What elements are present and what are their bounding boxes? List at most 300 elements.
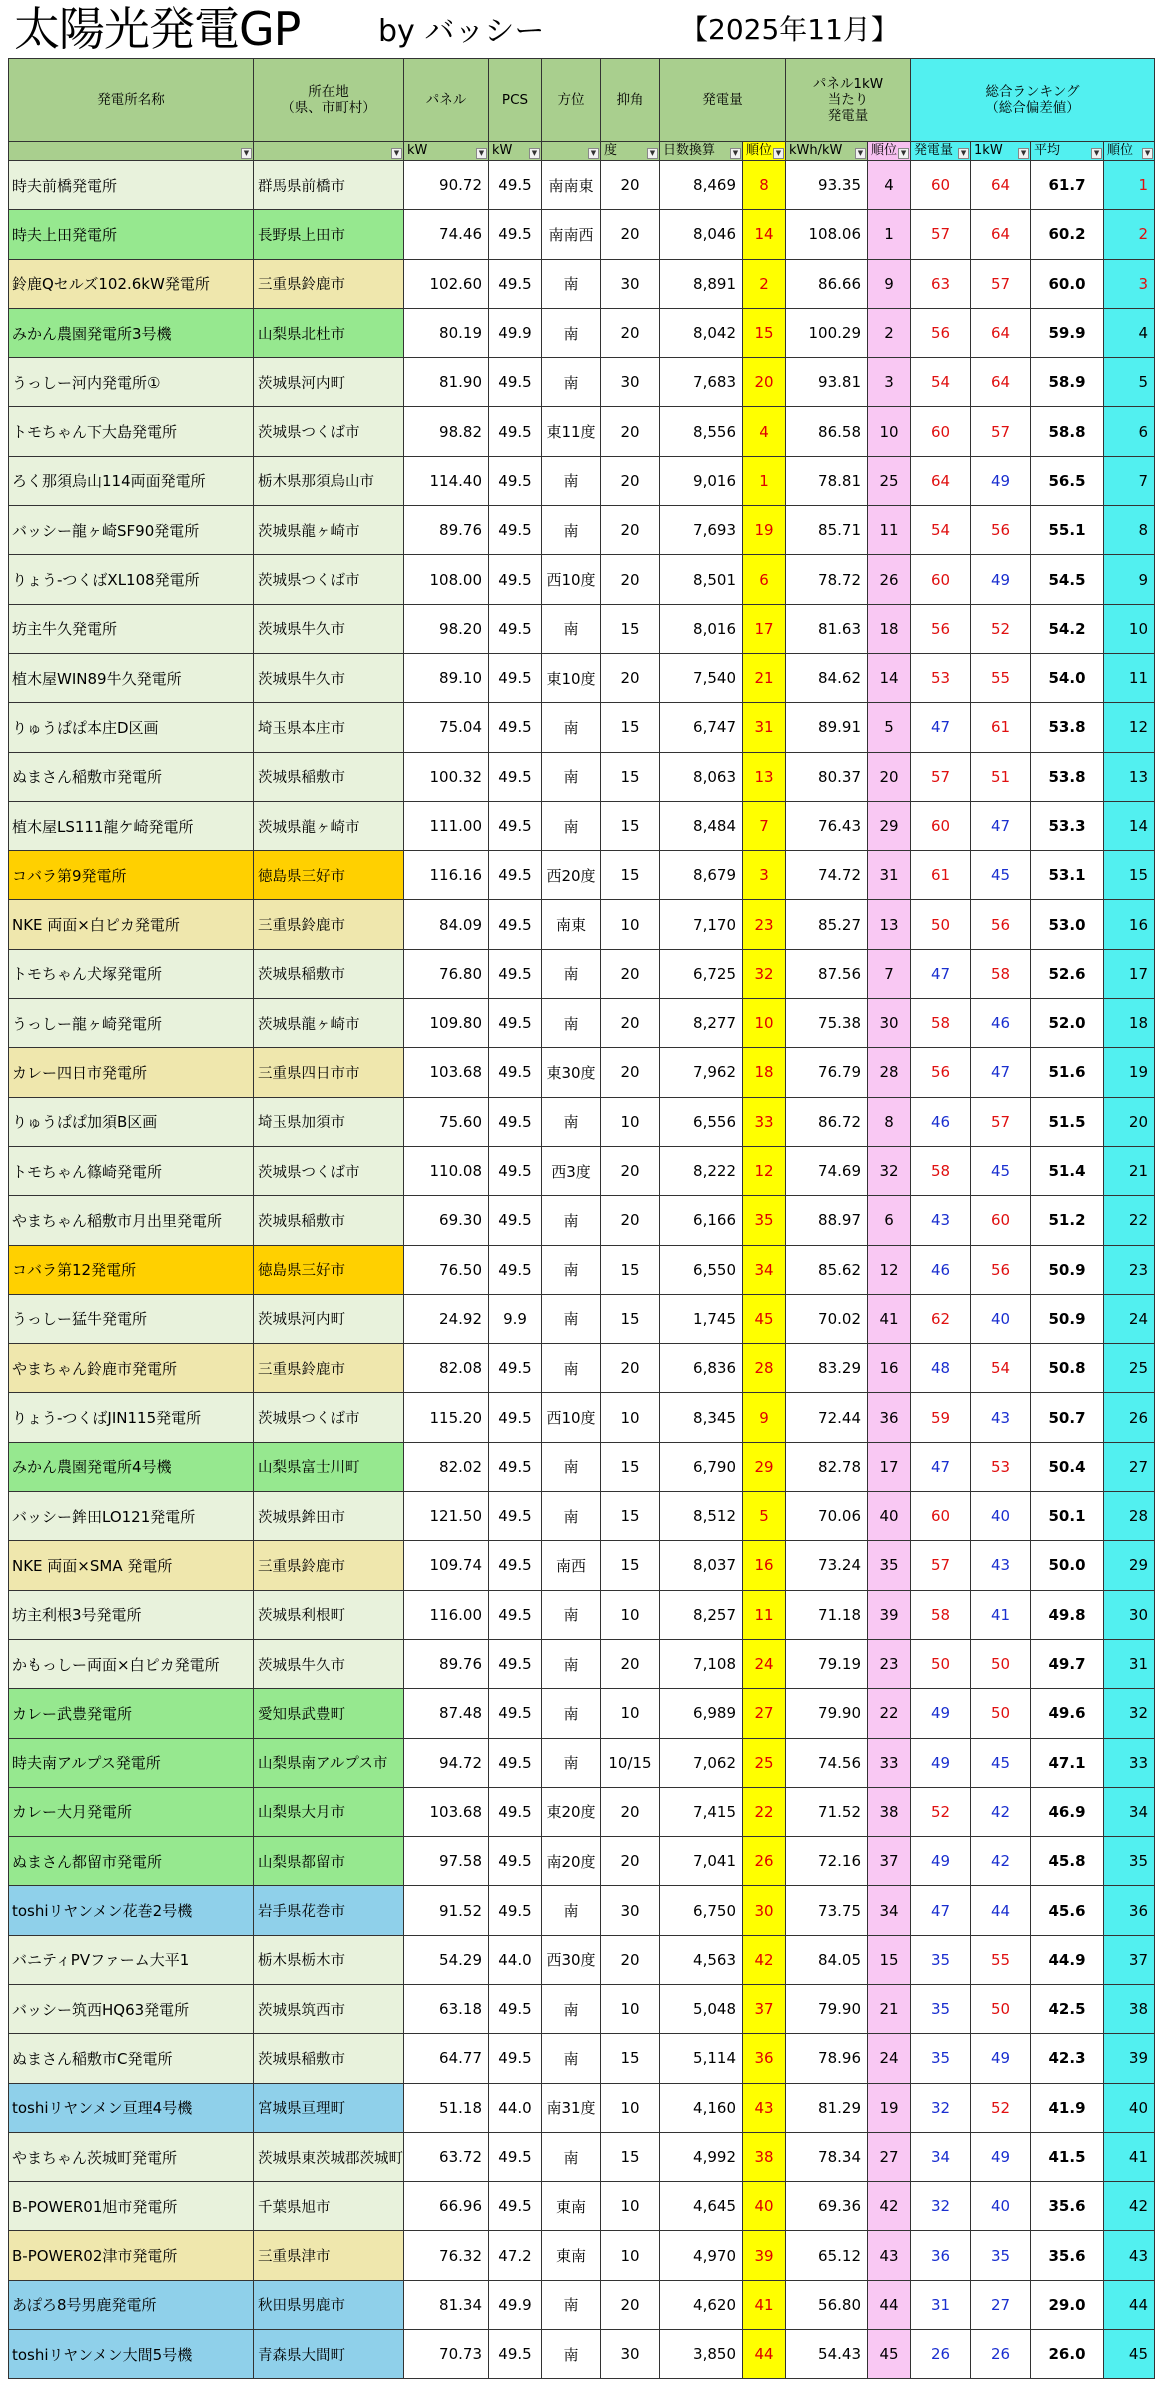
deviation-generation: 26	[911, 2330, 971, 2379]
generation: 8,484	[660, 801, 743, 850]
table-row	[9, 1146, 1155, 1195]
plant-name: 坊主牛久発電所	[9, 604, 254, 653]
pcs-kw: 49.5	[489, 210, 542, 259]
table-row	[9, 358, 1155, 407]
deviation-per-kw: 53	[971, 1442, 1031, 1491]
plant-name: B-POWER01旭市発電所	[9, 2182, 254, 2231]
table-row	[9, 456, 1155, 505]
panel-kw: 111.00	[404, 801, 489, 850]
generation-rank: 38	[743, 2132, 786, 2181]
plant-name: バッシー鉾田LO121発電所	[9, 1492, 254, 1541]
generation-rank: 24	[743, 1639, 786, 1688]
filter-gen-rank[interactable]: 順位 ▼	[743, 142, 786, 161]
per-kw-generation: 73.75	[786, 1886, 868, 1935]
deviation-per-kw: 49	[971, 555, 1031, 604]
generation: 6,750	[660, 1886, 743, 1935]
filter-per-kw-rank[interactable]: 順位 ▼	[868, 142, 911, 161]
generation: 8,501	[660, 555, 743, 604]
average-score: 50.9	[1031, 1245, 1104, 1294]
deviation-per-kw: 46	[971, 999, 1031, 1048]
plant-location: 三重県津市	[254, 2231, 404, 2280]
dropdown-arrow-icon[interactable]: ▼	[647, 148, 658, 159]
per-kw-rank: 16	[868, 1344, 911, 1393]
direction: 東11度	[542, 407, 601, 456]
overall-rank: 37	[1104, 1935, 1155, 1984]
dropdown-arrow-icon[interactable]: ▼	[1091, 148, 1102, 159]
panel-kw: 89.10	[404, 653, 489, 702]
pcs-kw: 49.9	[489, 308, 542, 357]
deviation-generation: 47	[911, 1442, 971, 1491]
per-kw-generation: 89.91	[786, 703, 868, 752]
ranking-table	[8, 58, 1155, 2379]
generation-rank: 9	[743, 1393, 786, 1442]
per-kw-generation: 100.29	[786, 308, 868, 357]
col-header-panel: パネル	[404, 59, 489, 142]
tilt-angle: 15	[601, 2132, 660, 2181]
per-kw-rank: 34	[868, 1886, 911, 1935]
generation-rank: 25	[743, 1738, 786, 1787]
generation: 8,222	[660, 1146, 743, 1195]
generation-rank: 30	[743, 1886, 786, 1935]
average-score: 53.3	[1031, 801, 1104, 850]
tilt-angle: 20	[601, 2280, 660, 2329]
filter-location[interactable]	[254, 142, 404, 161]
overall-rank: 28	[1104, 1492, 1155, 1541]
panel-kw: 90.72	[404, 161, 489, 210]
pcs-kw: 47.2	[489, 2231, 542, 2280]
deviation-generation: 46	[911, 1245, 971, 1294]
table-row	[9, 2182, 1155, 2231]
tilt-angle: 10	[601, 2182, 660, 2231]
overall-rank: 1	[1104, 161, 1155, 210]
panel-kw: 89.76	[404, 1639, 489, 1688]
plant-location: 茨城県つくば市	[254, 1393, 404, 1442]
deviation-generation: 50	[911, 900, 971, 949]
plant-location: 三重県四日市市	[254, 1048, 404, 1097]
generation-rank: 37	[743, 1984, 786, 2033]
generation: 8,345	[660, 1393, 743, 1442]
direction: 南	[542, 949, 601, 998]
deviation-per-kw: 52	[971, 2083, 1031, 2132]
deviation-per-kw: 40	[971, 2182, 1031, 2231]
col-header-overall: 総合ランキング （総合偏差値）	[911, 59, 1155, 142]
per-kw-rank: 21	[868, 1984, 911, 2033]
plant-location: 茨城県稲敷市	[254, 2034, 404, 2083]
plant-name: やまちゃん鈴鹿市発電所	[9, 1344, 254, 1393]
col-header-direction: 方位	[542, 59, 601, 142]
table-row	[9, 1787, 1155, 1836]
col-header-generation: 発電量	[660, 59, 786, 142]
tilt-angle: 30	[601, 259, 660, 308]
table-row	[9, 1984, 1155, 2033]
direction: 南	[542, 456, 601, 505]
plant-name: やまちゃん茨城町発電所	[9, 2132, 254, 2181]
plant-name: コバラ第9発電所	[9, 851, 254, 900]
overall-rank: 33	[1104, 1738, 1155, 1787]
plant-location: 徳島県三好市	[254, 1245, 404, 1294]
panel-kw: 98.82	[404, 407, 489, 456]
table-row	[9, 1886, 1155, 1935]
overall-rank: 5	[1104, 358, 1155, 407]
plant-location: 茨城県稲敷市	[254, 949, 404, 998]
generation-rank: 19	[743, 506, 786, 555]
plant-name: カレー武豊発電所	[9, 1689, 254, 1738]
per-kw-generation: 71.18	[786, 1590, 868, 1639]
deviation-per-kw: 47	[971, 1048, 1031, 1097]
generation: 8,512	[660, 1492, 743, 1541]
generation: 9,016	[660, 456, 743, 505]
generation-rank: 40	[743, 2182, 786, 2231]
page-title: 太陽光発電GP	[14, 2, 301, 56]
tilt-angle: 10	[601, 2231, 660, 2280]
direction: 南20度	[542, 1837, 601, 1886]
per-kw-generation: 79.19	[786, 1639, 868, 1688]
deviation-generation: 47	[911, 703, 971, 752]
deviation-generation: 36	[911, 2231, 971, 2280]
generation: 8,679	[660, 851, 743, 900]
direction: 南	[542, 1590, 601, 1639]
per-kw-rank: 15	[868, 1935, 911, 1984]
deviation-generation: 32	[911, 2182, 971, 2231]
overall-rank: 19	[1104, 1048, 1155, 1097]
generation: 8,469	[660, 161, 743, 210]
filter-panel[interactable]: kW ▼	[404, 142, 489, 161]
tilt-angle: 10/15	[601, 1738, 660, 1787]
panel-kw: 75.60	[404, 1097, 489, 1146]
direction: 南	[542, 2330, 601, 2379]
per-kw-generation: 83.29	[786, 1344, 868, 1393]
direction: 南	[542, 2132, 601, 2181]
generation-rank: 41	[743, 2280, 786, 2329]
tilt-angle: 10	[601, 1590, 660, 1639]
dropdown-arrow-icon[interactable]: ▼	[1018, 148, 1029, 159]
pcs-kw: 49.5	[489, 259, 542, 308]
col-header-location: 所在地 （県、市町村）	[254, 59, 404, 142]
plant-location: 山梨県富士川町	[254, 1442, 404, 1491]
plant-location: 茨城県利根町	[254, 1590, 404, 1639]
filter-per-kw[interactable]: kWh/kW ▼	[786, 142, 868, 161]
table-row	[9, 161, 1155, 210]
deviation-per-kw: 26	[971, 2330, 1031, 2379]
per-kw-rank: 32	[868, 1146, 911, 1195]
direction: 東南	[542, 2182, 601, 2231]
deviation-generation: 60	[911, 1492, 971, 1541]
direction: 東南	[542, 2231, 601, 2280]
average-score: 50.7	[1031, 1393, 1104, 1442]
direction: 南	[542, 1886, 601, 1935]
overall-rank: 36	[1104, 1886, 1155, 1935]
per-kw-rank: 14	[868, 653, 911, 702]
generation-rank: 1	[743, 456, 786, 505]
plant-name: カレー大月発電所	[9, 1787, 254, 1836]
deviation-generation: 34	[911, 2132, 971, 2181]
dropdown-arrow-icon[interactable]: ▼	[476, 148, 487, 159]
plant-name: 時夫南アルプス発電所	[9, 1738, 254, 1787]
plant-location: 秋田県男鹿市	[254, 2280, 404, 2329]
dropdown-arrow-icon[interactable]: ▼	[958, 148, 969, 159]
pcs-kw: 9.9	[489, 1294, 542, 1343]
pcs-kw: 49.9	[489, 2280, 542, 2329]
plant-location: 山梨県南アルプス市	[254, 1738, 404, 1787]
average-score: 45.6	[1031, 1886, 1104, 1935]
plant-location: 茨城県稲敷市	[254, 1196, 404, 1245]
direction: 南	[542, 1689, 601, 1738]
plant-location: 茨城県河内町	[254, 1294, 404, 1343]
deviation-generation: 46	[911, 1097, 971, 1146]
direction: 南	[542, 1738, 601, 1787]
plant-location: 山梨県北杜市	[254, 308, 404, 357]
per-kw-rank: 2	[868, 308, 911, 357]
dropdown-arrow-icon[interactable]: ▼	[898, 148, 909, 159]
deviation-generation: 58	[911, 1146, 971, 1195]
generation-rank: 23	[743, 900, 786, 949]
plant-name: ぬまさん都留市発電所	[9, 1837, 254, 1886]
tilt-angle: 15	[601, 1294, 660, 1343]
deviation-generation: 47	[911, 949, 971, 998]
generation-rank: 15	[743, 308, 786, 357]
plant-location: 茨城県龍ヶ崎市	[254, 506, 404, 555]
filter-direction[interactable]	[542, 142, 601, 161]
pcs-kw: 49.5	[489, 1492, 542, 1541]
generation-rank: 26	[743, 1837, 786, 1886]
panel-kw: 94.72	[404, 1738, 489, 1787]
panel-kw: 103.68	[404, 1048, 489, 1097]
per-kw-rank: 5	[868, 703, 911, 752]
direction: 南	[542, 1196, 601, 1245]
table-row	[9, 1935, 1155, 1984]
filter-name[interactable]	[9, 142, 254, 161]
deviation-per-kw: 57	[971, 1097, 1031, 1146]
generation: 7,415	[660, 1787, 743, 1836]
per-kw-generation: 75.38	[786, 999, 868, 1048]
deviation-generation: 54	[911, 506, 971, 555]
deviation-per-kw: 64	[971, 161, 1031, 210]
generation: 5,048	[660, 1984, 743, 2033]
overall-rank: 13	[1104, 752, 1155, 801]
overall-rank: 8	[1104, 506, 1155, 555]
panel-kw: 82.02	[404, 1442, 489, 1491]
dropdown-arrow-icon[interactable]: ▼	[391, 148, 402, 159]
filter-generation[interactable]: 日数換算 ▼	[660, 142, 743, 161]
generation-rank: 29	[743, 1442, 786, 1491]
overall-rank: 21	[1104, 1146, 1155, 1195]
per-kw-rank: 3	[868, 358, 911, 407]
plant-location: 三重県鈴鹿市	[254, 1541, 404, 1590]
panel-kw: 103.68	[404, 1787, 489, 1836]
per-kw-rank: 24	[868, 2034, 911, 2083]
dropdown-arrow-icon[interactable]: ▼	[529, 148, 540, 159]
panel-kw: 75.04	[404, 703, 489, 752]
generation: 6,556	[660, 1097, 743, 1146]
generation: 8,277	[660, 999, 743, 1048]
deviation-per-kw: 45	[971, 1738, 1031, 1787]
direction: 南31度	[542, 2083, 601, 2132]
generation-rank: 14	[743, 210, 786, 259]
plant-name: 時夫上田発電所	[9, 210, 254, 259]
per-kw-generation: 78.96	[786, 2034, 868, 2083]
plant-name: 植木屋WIN89牛久発電所	[9, 653, 254, 702]
tilt-angle: 30	[601, 358, 660, 407]
direction: 西3度	[542, 1146, 601, 1195]
direction: 南	[542, 1639, 601, 1688]
plant-name: 植木屋LS111龍ケ崎発電所	[9, 801, 254, 850]
overall-rank: 11	[1104, 653, 1155, 702]
per-kw-generation: 82.78	[786, 1442, 868, 1491]
deviation-per-kw: 64	[971, 210, 1031, 259]
dropdown-arrow-icon[interactable]: ▼	[855, 148, 866, 159]
dropdown-arrow-icon[interactable]: ▼	[773, 148, 784, 159]
generation-rank: 33	[743, 1097, 786, 1146]
panel-kw: 109.80	[404, 999, 489, 1048]
tilt-angle: 20	[601, 999, 660, 1048]
pcs-kw: 49.5	[489, 1787, 542, 1836]
generation-rank: 16	[743, 1541, 786, 1590]
filter-dev-kw[interactable]: 1kW ▼	[971, 142, 1031, 161]
deviation-generation: 57	[911, 752, 971, 801]
generation: 4,620	[660, 2280, 743, 2329]
pcs-kw: 49.5	[489, 1146, 542, 1195]
average-score: 51.6	[1031, 1048, 1104, 1097]
dropdown-arrow-icon[interactable]: ▼	[241, 148, 252, 159]
filter-rank[interactable]: 順位 ▼	[1104, 142, 1155, 161]
per-kw-generation: 81.63	[786, 604, 868, 653]
tilt-angle: 15	[601, 851, 660, 900]
plant-name: toshiリヤンメン花巻2号機	[9, 1886, 254, 1935]
plant-location: 長野県上田市	[254, 210, 404, 259]
pcs-kw: 49.5	[489, 604, 542, 653]
table-row	[9, 900, 1155, 949]
per-kw-rank: 29	[868, 801, 911, 850]
direction: 西10度	[542, 1393, 601, 1442]
per-kw-generation: 78.72	[786, 555, 868, 604]
tilt-angle: 20	[601, 210, 660, 259]
overall-rank: 41	[1104, 2132, 1155, 2181]
tilt-angle: 15	[601, 604, 660, 653]
dropdown-arrow-icon[interactable]: ▼	[588, 148, 599, 159]
dropdown-arrow-icon[interactable]: ▼	[730, 148, 741, 159]
generation: 8,042	[660, 308, 743, 357]
per-kw-rank: 10	[868, 407, 911, 456]
filter-avg[interactable]: 平均 ▼	[1031, 142, 1104, 161]
panel-kw: 109.74	[404, 1541, 489, 1590]
panel-kw: 80.19	[404, 308, 489, 357]
direction: 南	[542, 2034, 601, 2083]
plant-name: りょう-つくばJIN115発電所	[9, 1393, 254, 1442]
direction: 南	[542, 308, 601, 357]
plant-location: 茨城県つくば市	[254, 407, 404, 456]
direction: 東20度	[542, 1787, 601, 1836]
filter-dev-gen[interactable]: 発電量 ▼	[911, 142, 971, 161]
per-kw-generation: 108.06	[786, 210, 868, 259]
panel-kw: 69.30	[404, 1196, 489, 1245]
generation: 4,992	[660, 2132, 743, 2181]
overall-rank: 10	[1104, 604, 1155, 653]
per-kw-generation: 85.62	[786, 1245, 868, 1294]
overall-rank: 17	[1104, 949, 1155, 998]
table-row	[9, 1393, 1155, 1442]
plant-name: コバラ第12発電所	[9, 1245, 254, 1294]
plant-location: 茨城県牛久市	[254, 653, 404, 702]
tilt-angle: 20	[601, 949, 660, 998]
tilt-angle: 20	[601, 1344, 660, 1393]
deviation-generation: 50	[911, 1639, 971, 1688]
direction: 南西	[542, 1541, 601, 1590]
plant-name: 鈴鹿Qセルズ102.6kW発電所	[9, 259, 254, 308]
table-row	[9, 604, 1155, 653]
pcs-kw: 49.5	[489, 1048, 542, 1097]
per-kw-generation: 78.34	[786, 2132, 868, 2181]
generation: 4,160	[660, 2083, 743, 2132]
plant-name: バニティPVファーム大平1	[9, 1935, 254, 1984]
direction: 南	[542, 259, 601, 308]
generation: 8,891	[660, 259, 743, 308]
average-score: 49.6	[1031, 1689, 1104, 1738]
average-score: 58.8	[1031, 407, 1104, 456]
table-row	[9, 703, 1155, 752]
deviation-generation: 31	[911, 2280, 971, 2329]
table-row	[9, 1639, 1155, 1688]
deviation-per-kw: 41	[971, 1590, 1031, 1639]
per-kw-rank: 6	[868, 1196, 911, 1245]
direction: 南南西	[542, 210, 601, 259]
per-kw-generation: 93.81	[786, 358, 868, 407]
panel-kw: 97.58	[404, 1837, 489, 1886]
title-bar	[0, 0, 1157, 58]
deviation-per-kw: 45	[971, 851, 1031, 900]
table-row	[9, 1541, 1155, 1590]
generation: 6,747	[660, 703, 743, 752]
plant-name: りゅうぱぱ本庄D区画	[9, 703, 254, 752]
direction: 西10度	[542, 555, 601, 604]
plant-name: やまちゃん稲敷市月出里発電所	[9, 1196, 254, 1245]
per-kw-generation: 79.90	[786, 1689, 868, 1738]
tilt-angle: 10	[601, 1097, 660, 1146]
table-row	[9, 1097, 1155, 1146]
plant-name: うっしー河内発電所①	[9, 358, 254, 407]
tilt-angle: 10	[601, 1984, 660, 2033]
per-kw-generation: 78.81	[786, 456, 868, 505]
generation: 7,540	[660, 653, 743, 702]
average-score: 55.1	[1031, 506, 1104, 555]
plant-location: 徳島県三好市	[254, 851, 404, 900]
direction: 東10度	[542, 653, 601, 702]
deviation-generation: 59	[911, 1393, 971, 1442]
plant-name: NKE 両面×白ピカ発電所	[9, 900, 254, 949]
dropdown-arrow-icon[interactable]: ▼	[1142, 148, 1153, 159]
per-kw-generation: 72.16	[786, 1837, 868, 1886]
per-kw-rank: 45	[868, 2330, 911, 2379]
pcs-kw: 49.5	[489, 161, 542, 210]
generation-rank: 4	[743, 407, 786, 456]
filter-tilt[interactable]: 度 ▼	[601, 142, 660, 161]
plant-name: ろく那須烏山114両面発電所	[9, 456, 254, 505]
plant-location: 茨城県つくば市	[254, 1146, 404, 1195]
pcs-kw: 49.5	[489, 801, 542, 850]
average-score: 60.2	[1031, 210, 1104, 259]
direction: 南	[542, 506, 601, 555]
generation-rank: 32	[743, 949, 786, 998]
tilt-angle: 15	[601, 801, 660, 850]
panel-kw: 89.76	[404, 506, 489, 555]
table-row	[9, 2280, 1155, 2329]
plant-name: りゅうぱぱ加須B区画	[9, 1097, 254, 1146]
table-row	[9, 259, 1155, 308]
pcs-kw: 49.5	[489, 2330, 542, 2379]
pcs-kw: 49.5	[489, 1590, 542, 1639]
overall-rank: 14	[1104, 801, 1155, 850]
filter-pcs[interactable]: kW ▼	[489, 142, 542, 161]
pcs-kw: 49.5	[489, 506, 542, 555]
